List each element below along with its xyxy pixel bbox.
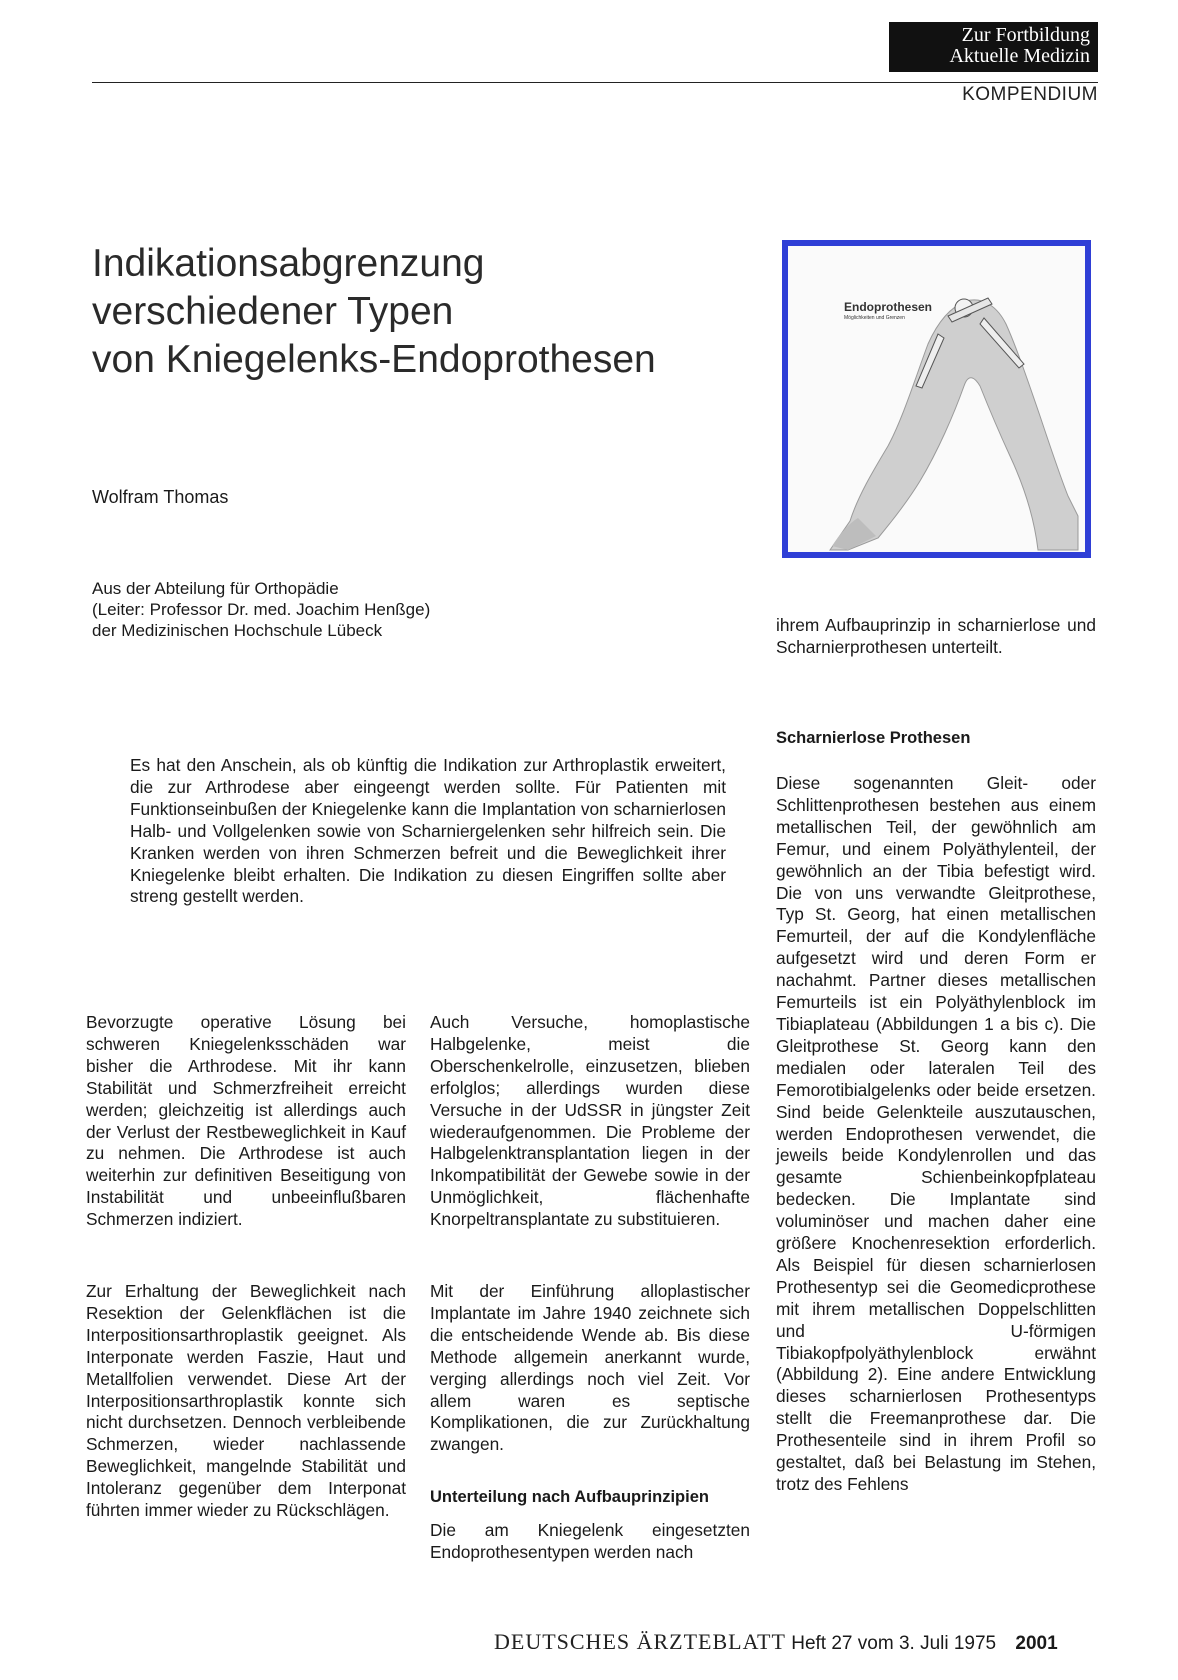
cover-title: Endoprothesen [844, 300, 933, 314]
title-line: verschiedener Typen [92, 290, 454, 333]
page-footer [494, 1629, 1058, 1655]
section-heading: Scharnierlose Prothesen [776, 729, 971, 747]
affiliation-line: der Medizinischen Hochschule Lübeck [92, 621, 383, 640]
body-paragraph: ihrem Aufbauprinzip in scharnierlose und Scharnierprothesen unterteilt. [776, 615, 1096, 657]
issue-info: Heft 27 vom 3. Juli 1975 [791, 1633, 997, 1654]
column-3-paragraph-0 [776, 615, 1096, 659]
page-number: 2001 [1015, 1633, 1058, 1654]
title-line: Indikationsabgrenzung [92, 242, 485, 285]
body-paragraph: Die am Kniegelenk eingesetzten Endoprothesentypen werden nach [430, 1520, 750, 1562]
body-paragraph: Mit der Einführung alloplastischer Implantate im Jahre 1940 zeichnete sich die entscheidende Wende ab. Bis diese Methode allgemein anerkannt wurde, verging allerdings noch viel Zeit. Vor allem waren es septische Komplikationen, die zur Zurückhaltung zwangen. [430, 1281, 750, 1455]
book-cover-image [782, 240, 1091, 558]
column-3-paragraph-1 [776, 773, 1096, 1496]
abstract-text: Es hat den Anschein, als ob künftig die Indikation zur Arthroplastik erweitert, die zur Arthrodese aber eingeengt werden sollte. Für Patienten mit Funktionseinbußen der Kniegelenke kann die Implantation von scharnierlosen Halb- und Vollgelenken sowie von Scharniergelenken sehr hilfreich sein. Die Kranken werden von ihren Schmerzen befreit und die Beweglichkeit ihrer Kniegelenke bleibt erhalten. Die Indikation zu diesen Eingriffen sollte aber streng gestellt werden. [130, 755, 726, 907]
abstract [130, 755, 726, 908]
affiliation [92, 578, 430, 641]
header-rule [92, 82, 1098, 83]
author-name: Wolfram Thomas [92, 487, 229, 507]
column-2-paragraph-2 [430, 1281, 750, 1456]
column-1-paragraph-2 [86, 1281, 406, 1522]
journal-name: DEUTSCHES ÄRZTEBLATT [494, 1629, 786, 1654]
body-paragraph: Diese sogenannten Gleit- oder Schlittenprothesen bestehen aus einem metallischen Teil, der gewöhnlich am Femur, und einem Polyäthylenteil, der gewöhnlich an der Tibia befestigt wird. Die von uns verwandte Gleitprothese, Typ St. Georg, hat einen metallischen Femurteil, der auf die Kondylenfläche aufgesetzt wird und deren Form er nachahmt. Partner dieses metallischen Femurteils ist ein Polyäthylenblock im Tibiaplateau (Abbildungen 1 a bis c). Die Gleitprothese St. Georg kann den medialen oder lateralen Teil des Femorotibialgelenks oder beide ersetzen. Sind beide Gelenkteile auszutauschen, werden Endoprothesen verwendet, die jeweils beide Kondylenrollen und das gesamte Schienbeinkopfplateau bedecken. Die Implantate sind voluminöser und machen daher eine größere Knochenresektion erforderlich. Als Beispiel für diesen scharnierlosen Prothesentyp sei die Geomedicprothese mit ihrem metallischen Doppelschlitten und U-förmigen Tibiakopfpolyäthylenblock erwähnt (Abbildung 2). Eine andere Entwicklung dieses scharnierlosen Prothesentyps stellt die Freemanprothese dar. Die Prothesenteile sind in ihrem Profil so gestaltet, daß bei Belastung im Stehen, trotz des Fehlens [776, 773, 1096, 1494]
section-badge [889, 22, 1098, 72]
section-label: KOMPENDIUM [962, 84, 1098, 105]
affiliation-line: (Leiter: Professor Dr. med. Joachim Henßge) [92, 600, 431, 619]
body-paragraph: Zur Erhaltung der Beweglichkeit nach Resektion der Gelenkflächen ist die Interpositionsarthroplastik geeignet. Als Interponate werden Faszie, Haut und Metallfolien verwendet. Diese Art der Interpositionsarthroplastik konnte sich nicht durchsetzen. Dennoch verbleibende Schmerzen, wieder nachlassende Beweglichkeit, mangelnde Stabilität und Intoleranz gegenüber dem Interponat führten immer wieder zu Rückschlägen. [86, 1281, 406, 1521]
body-paragraph: Bevorzugte operative Lösung bei schweren Kniegelenksschäden war bisher die Arthrodese. Mit ihr kann Stabilität und Schmerzfreiheit erreicht werden; gleichzeitig ist allerdings auch der Verlust der Restbeweglichkeit in Kauf zu nehmen. Die Arthrodese ist auch weiterhin zur definitiven Beseitigung von Instabilität und unbeeinflußbaren Schmerzen indiziert. [86, 1012, 406, 1230]
column-1-paragraph-1 [86, 1012, 406, 1231]
title-line: von Kniegelenks-Endoprothesen [92, 338, 656, 381]
article-title [92, 240, 656, 384]
column-2-paragraph-3 [430, 1520, 750, 1564]
badge-line-2: Aktuelle Medizin [949, 45, 1090, 67]
body-paragraph: Auch Versuche, homoplastische Halbgelenke, meist die Oberschenkelrolle, einzusetzen, blieben erfolglos; allerdings wurden diese Versuche in der UdSSR in jüngster Zeit wiederaufgenommen. Die Probleme der Halbgelenktransplantation liegen in der Inkompatibilität der Gewebe sowie in der Unmöglichkeit, flächenhafte Knorpeltransplantate zu substituieren. [430, 1012, 750, 1230]
affiliation-line: Aus der Abteilung für Orthopädie [92, 579, 339, 598]
section-heading: Unterteilung nach Aufbauprinzipien [430, 1488, 709, 1506]
leg-prosthesis-illustration [788, 246, 1085, 552]
cover-subtitle: Möglichkeiten und Grenzen [844, 315, 905, 321]
badge-line-1: Zur Fortbildung [961, 24, 1090, 46]
column-2-paragraph-1 [430, 1012, 750, 1231]
